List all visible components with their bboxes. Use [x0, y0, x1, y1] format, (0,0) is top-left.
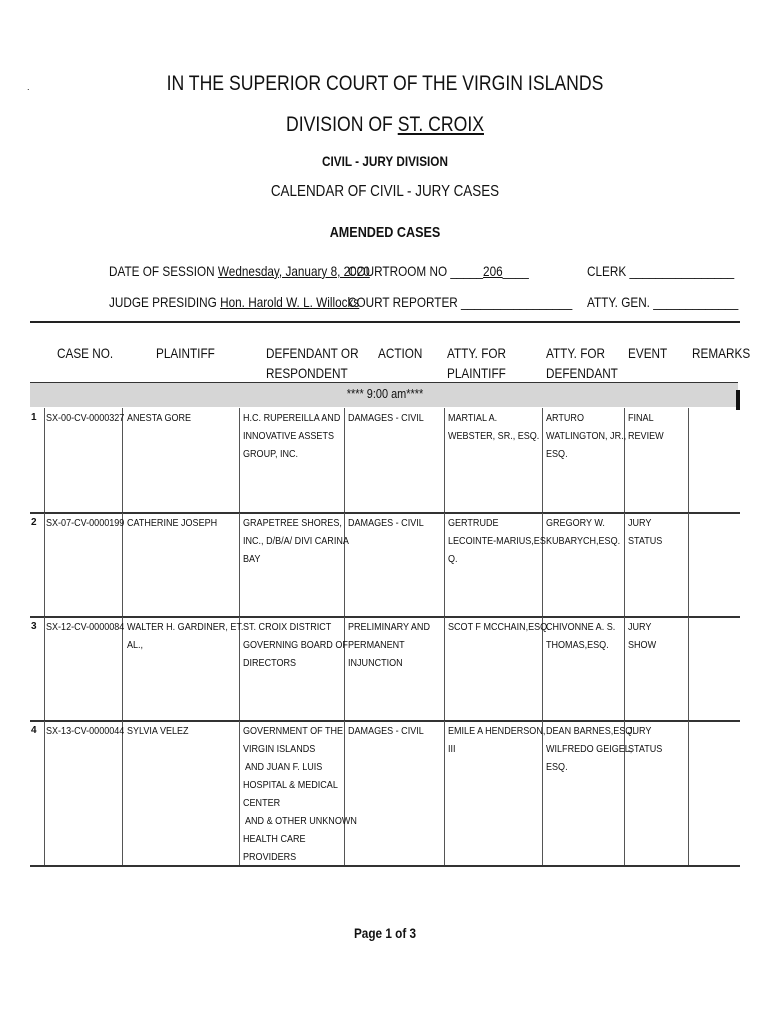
courtroom	[348, 263, 529, 279]
cell-line: MARTIAL A.	[448, 412, 498, 424]
cell-line: GOVERNING BOARD OF	[243, 639, 348, 651]
judge-value: Hon. Harold W. L. Willocks	[220, 294, 360, 310]
cell-line: WATLINGTON, JR.,	[546, 430, 627, 442]
session-date-label: DATE OF SESSION	[109, 263, 218, 279]
cell-line: WILFREDO GEIGEL,	[546, 743, 633, 755]
cell-line: H.C. RUPEREILLA AND	[243, 412, 341, 424]
division-place: ST. CROIX	[397, 113, 484, 136]
column-divider	[239, 513, 240, 617]
cell-line: REVIEW	[628, 430, 664, 442]
cell-line: CHIVONNE A. S.	[546, 621, 616, 633]
row-divider	[30, 865, 740, 867]
cell-line: ESQ.	[546, 448, 568, 460]
division-title	[62, 113, 709, 137]
cell-line: INNOVATIVE ASSETS	[243, 430, 334, 442]
column-divider	[444, 513, 445, 617]
col-atty-defendant-line1: ATTY. FOR	[546, 345, 606, 361]
cell-line: FINAL	[628, 412, 654, 424]
col-atty-plaintiff-line2: PLAINTIFF	[447, 365, 506, 381]
cell-line: JURY	[628, 517, 652, 529]
cell-action	[348, 514, 424, 532]
cell-line: HOSPITAL & MEDICAL	[243, 779, 338, 791]
cell-defendant	[243, 514, 349, 568]
cell-atty-defendant	[546, 618, 615, 654]
col-atty-plaintiff-line1: ATTY. FOR	[447, 345, 507, 361]
cell-plaintiff	[127, 722, 189, 740]
cell-line: DIRECTORS	[243, 657, 297, 669]
session-date-value: Wednesday, January 8, 2020	[217, 263, 370, 279]
column-divider	[44, 617, 45, 721]
cell-line: ESQ.	[546, 761, 568, 773]
cell-line: GREGORY W.	[546, 517, 605, 529]
column-divider	[444, 617, 445, 721]
column-divider	[688, 513, 689, 617]
cell-line: III	[448, 743, 456, 755]
cell-event	[628, 514, 662, 550]
cell-line: VIRGIN ISLANDS	[243, 743, 316, 755]
cell-case-no: SX-13-CV-0000044	[46, 725, 125, 737]
cell-line: DEAN BARNES,ESQ.	[546, 725, 635, 737]
time-slot: **** 9:00 am****	[346, 386, 424, 401]
column-divider	[444, 721, 445, 866]
division-name: CIVIL - JURY DIVISION	[322, 153, 448, 169]
row-number: 3	[31, 621, 37, 632]
cell-line: PRELIMINARY AND	[348, 621, 430, 633]
cell-line: STATUS	[628, 743, 663, 755]
col-plaintiff: PLAINTIFF	[156, 345, 215, 361]
cell-line: AND JUAN F. LUIS	[243, 761, 323, 773]
cell-line: SCOT F MCCHAIN,ESQ.	[448, 621, 550, 633]
courtroom-tail: ____	[502, 263, 529, 279]
cell-atty-defendant	[546, 409, 626, 463]
courtroom-value: 206	[483, 263, 503, 279]
cell-line: BAY	[243, 553, 261, 565]
column-divider	[688, 721, 689, 866]
cell-defendant	[243, 618, 348, 672]
cell-line: EMILE A HENDERSON,	[448, 725, 546, 737]
clerk-field: CLERK ________________	[587, 263, 735, 279]
cell-line: WALTER H. GARDINER, ET.	[127, 621, 244, 633]
cell-line: JURY	[628, 621, 652, 633]
cell-action	[348, 722, 424, 740]
col-defendant-line1: DEFENDANT OR	[266, 345, 359, 361]
band-edge	[736, 390, 740, 410]
court-title: IN THE SUPERIOR COURT OF THE VIRGIN ISLANDS	[166, 72, 604, 95]
col-case-no: CASE NO.	[57, 345, 114, 361]
judge-presiding	[109, 294, 359, 310]
cell-line: GERTRUDE	[448, 517, 499, 529]
cell-event	[628, 618, 656, 654]
cell-case-no: SX-12-CV-0000084	[46, 621, 125, 633]
cell-line: INC., D/B/A/ DIVI CARINA	[243, 535, 349, 547]
col-defendant-line2: RESPONDENT	[266, 365, 348, 381]
cell-action	[348, 618, 430, 672]
cell-case-no: SX-07-CV-0000199	[46, 517, 125, 529]
cell-plaintiff	[127, 409, 191, 427]
cell-line: LECOINTE-MARIUS,ES	[448, 535, 546, 547]
cell-line: ARTURO	[546, 412, 584, 424]
col-atty-defendant	[546, 343, 618, 383]
cell-line: WEBSTER, SR., ESQ.	[448, 430, 540, 442]
column-divider	[44, 513, 45, 617]
col-action: ACTION	[378, 345, 423, 361]
cell-atty-defendant	[546, 514, 620, 550]
session-date	[109, 263, 370, 279]
row-number: 1	[31, 412, 37, 423]
cell-line: ST. CROIX DISTRICT	[243, 621, 332, 633]
cell-case-no: SX-00-CV-0000327	[46, 412, 125, 424]
division-prefix: DIVISION OF	[285, 113, 398, 136]
cell-line: CATHERINE JOSEPH	[127, 517, 218, 529]
column-divider	[44, 408, 45, 513]
page-number: Page 1 of 3	[353, 925, 417, 941]
col-defendant	[266, 343, 359, 383]
column-divider	[344, 408, 345, 513]
cell-line: DAMAGES - CIVIL	[348, 412, 424, 424]
cell-event	[628, 722, 662, 758]
header-divider	[30, 321, 740, 323]
cell-line: HEALTH CARE	[243, 833, 306, 845]
cell-line: AL.,	[127, 639, 144, 651]
column-divider	[44, 721, 45, 866]
column-divider	[239, 721, 240, 866]
cell-defendant	[243, 409, 340, 463]
col-remarks: REMARKS	[692, 345, 751, 361]
cell-line: CENTER	[243, 797, 281, 809]
cell-line: Q.	[448, 553, 458, 565]
column-divider	[542, 408, 543, 513]
courtroom-label: COURTROOM NO _____	[348, 263, 484, 279]
cell-atty-plaintiff	[448, 618, 550, 636]
calendar-title: CALENDAR OF CIVIL - JURY CASES	[270, 183, 500, 200]
cell-line: GRAPETREE SHORES,	[243, 517, 342, 529]
court-reporter-field: COURT REPORTER _________________	[348, 294, 573, 310]
cell-line: PROVIDERS	[243, 851, 297, 863]
cell-atty-plaintiff	[448, 409, 539, 445]
col-atty-defendant-line2: DEFENDANT	[546, 365, 618, 381]
amended-heading: AMENDED CASES	[329, 224, 441, 241]
cell-atty-defendant	[546, 722, 635, 776]
row-number: 2	[31, 517, 37, 528]
cell-line: THOMAS,ESQ.	[546, 639, 609, 651]
cell-line: STATUS	[628, 535, 663, 547]
column-divider	[444, 408, 445, 513]
cell-line: SYLVIA VELEZ	[127, 725, 189, 737]
cell-line: DAMAGES - CIVIL	[348, 517, 424, 529]
column-divider	[688, 617, 689, 721]
col-atty-plaintiff	[447, 343, 506, 383]
cell-line: GOVERNMENT OF THE	[243, 725, 344, 737]
cell-line: GROUP, INC.	[243, 448, 299, 460]
cell-line: INJUNCTION	[348, 657, 403, 669]
col-event: EVENT	[628, 345, 668, 361]
cell-line: AND & OTHER UNKNOWN	[243, 815, 357, 827]
column-divider	[688, 408, 689, 513]
cell-atty-plaintiff	[448, 722, 545, 758]
cell-line: SHOW	[628, 639, 657, 651]
judge-label: JUDGE PRESIDING	[109, 294, 221, 310]
cell-atty-plaintiff	[448, 514, 546, 568]
cell-line: PERMANENT	[348, 639, 405, 651]
cell-line: ANESTA GORE	[127, 412, 192, 424]
atty-gen-field: ATTY. GEN. _____________	[587, 294, 739, 310]
column-divider	[624, 617, 625, 721]
column-divider	[122, 721, 123, 866]
column-divider	[239, 408, 240, 513]
cell-plaintiff	[127, 514, 217, 532]
cell-line: JURY	[628, 725, 652, 737]
cell-line: KUBARYCH,ESQ.	[546, 535, 621, 547]
cell-line: DAMAGES - CIVIL	[348, 725, 424, 737]
row-number: 4	[31, 725, 37, 736]
cell-event	[628, 409, 664, 445]
cell-plaintiff	[127, 618, 243, 654]
cell-defendant	[243, 722, 357, 866]
cell-action	[348, 409, 424, 427]
column-divider	[624, 513, 625, 617]
stray-mark: .	[27, 82, 30, 92]
